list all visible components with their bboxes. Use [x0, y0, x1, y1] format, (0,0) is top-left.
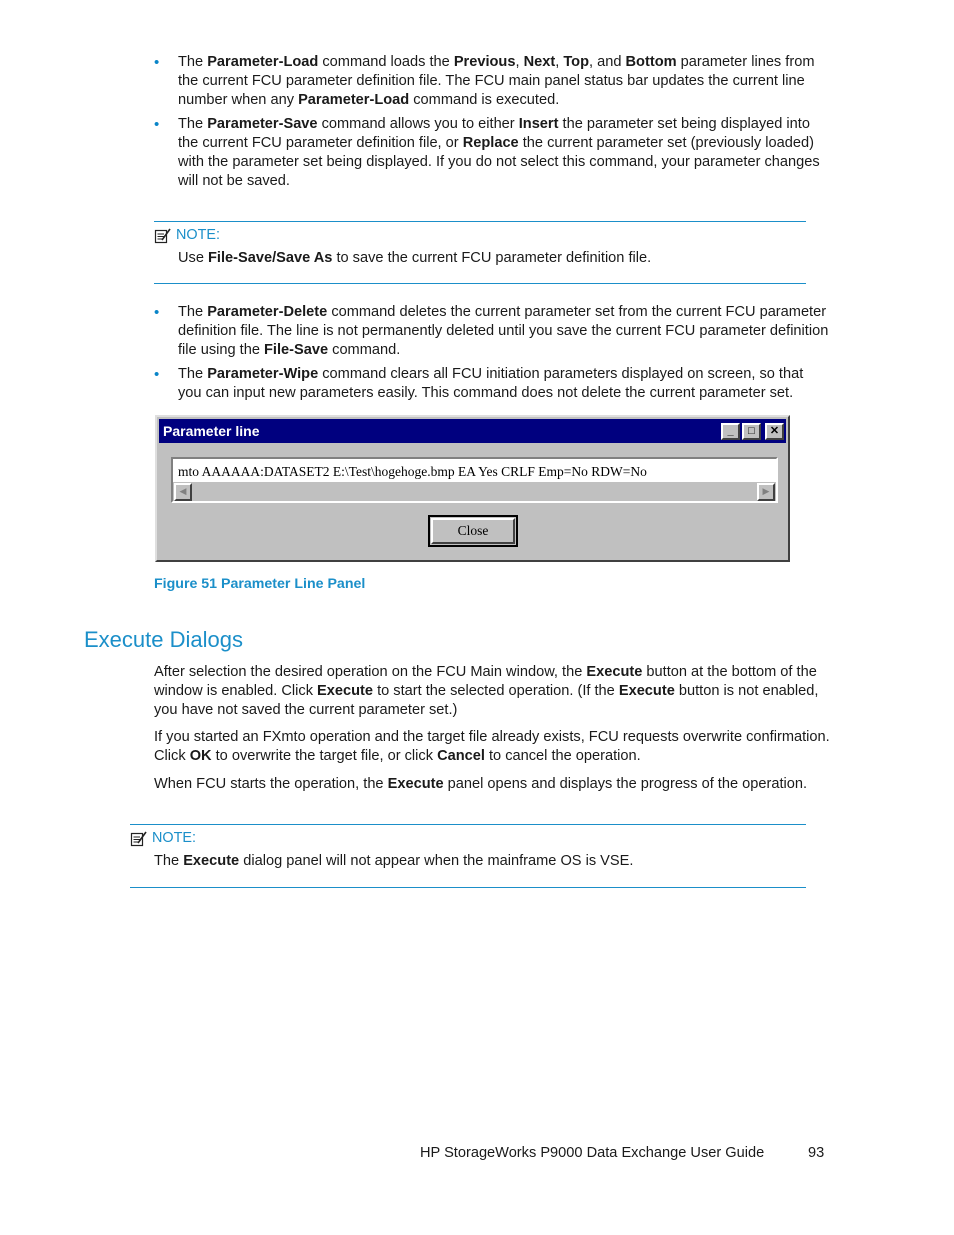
text-run: panel opens and displays the progress of the operation.	[443, 776, 808, 792]
text-run: parameter lines from the current FCU parameter definition file. The FCU main panel status bar updates the current line number when any	[178, 54, 815, 108]
text-run: The	[178, 54, 208, 70]
close-icon[interactable]: ✕	[765, 423, 784, 440]
section-heading: Execute Dialogs	[84, 627, 243, 652]
bullet-icon: •	[154, 54, 160, 71]
parameter-line-text: mto AAAAAA:DATASET2 E:\Test\hogehoge.bmp EA Yes CRLF Emp=No RDW=No	[178, 464, 647, 479]
bullet-text	[178, 366, 803, 401]
bullet-list-top	[154, 53, 830, 196]
close-button-label: Close	[431, 518, 515, 544]
bold-term: Bottom	[625, 54, 677, 70]
bold-term: Parameter-Save	[207, 116, 318, 132]
bullet-text	[178, 116, 820, 189]
list-item	[154, 115, 830, 191]
text-run: The	[178, 116, 208, 132]
paragraph	[154, 663, 830, 720]
text-run: command deletes the current parameter set from the current FCU parameter definition file. The line is not permanently deleted until you save the current FCU parameter definition file using the	[178, 304, 829, 358]
text-run: command is executed.	[409, 92, 560, 108]
bold-term: File-Save/Save As	[208, 250, 333, 266]
parameter-line-field[interactable]	[171, 457, 778, 503]
bold-term: Replace	[462, 135, 519, 151]
bold-term: Parameter-Load	[298, 92, 410, 108]
text-run: the parameter set being displayed into the current FCU parameter definition file, or	[178, 116, 810, 151]
bullet-text	[178, 54, 814, 108]
bullet-list-mid	[154, 303, 830, 408]
list-item	[154, 303, 830, 360]
bold-term: File-Save	[264, 342, 329, 358]
page-number: 93	[808, 1145, 825, 1161]
scroll-right-icon[interactable]: ▶	[757, 483, 775, 501]
bold-term: Execute	[387, 776, 444, 792]
text-run: ,	[555, 54, 564, 70]
bold-term: Next	[523, 54, 556, 70]
text-run: to cancel the operation.	[484, 748, 641, 764]
bold-term: Insert	[518, 116, 559, 132]
text-run: If you started an FXmto operation and the target file already exists, FCU requests overwrite confirmation. Click	[154, 729, 830, 764]
bold-term: Execute	[317, 683, 374, 699]
note-heading	[154, 226, 220, 245]
text-run: command clears all FCU initiation parameters displayed on screen, so that you can input new parameters easily. This command does not delete the current parameter set.	[178, 366, 804, 401]
bullet-icon: •	[154, 116, 160, 133]
note-box	[130, 824, 806, 888]
bold-term: Parameter-Delete	[207, 304, 328, 320]
text-run: to overwrite the target file, or click	[211, 748, 438, 764]
bold-term: Top	[563, 54, 589, 70]
text-run: The	[154, 853, 184, 869]
text-run: The	[178, 304, 208, 320]
text-run: After selection the desired operation on the FCU Main window, the	[154, 664, 587, 680]
minimize-button[interactable]: _	[721, 423, 740, 440]
text-run: to save the current FCU parameter definition file.	[332, 250, 652, 266]
note-label: NOTE:	[176, 227, 220, 243]
bullet-icon: •	[154, 366, 160, 383]
parameter-line-dialog	[155, 415, 790, 562]
bold-term: OK	[189, 748, 212, 764]
bold-term: Execute	[183, 853, 240, 869]
text-run: command loads the	[318, 54, 454, 70]
bold-term: Cancel	[437, 748, 485, 764]
text-run: to start the selected operation. (If the	[373, 683, 619, 699]
bold-term: Parameter-Load	[207, 54, 319, 70]
horizontal-scrollbar[interactable]	[173, 481, 776, 501]
list-item	[154, 53, 830, 110]
scroll-left-icon[interactable]: ◀	[174, 483, 192, 501]
maximize-button[interactable]: □	[742, 423, 761, 440]
note-icon	[154, 228, 172, 244]
text-run: , and	[589, 54, 626, 70]
dialog-title: Parameter line	[163, 423, 260, 439]
note-text	[154, 852, 633, 871]
close-button[interactable]	[428, 515, 518, 547]
text-run: ,	[515, 54, 524, 70]
text-run: the current parameter set (previously loaded) with the parameter set being displayed. If you do not select this command, your parameter changes will not be saved.	[178, 135, 820, 189]
text-run: command.	[328, 342, 401, 358]
bold-term: Parameter-Wipe	[207, 366, 319, 382]
note-icon	[130, 831, 148, 847]
list-item	[154, 365, 830, 403]
window-controls	[721, 423, 784, 440]
paragraph	[154, 728, 830, 766]
note-heading	[130, 829, 196, 848]
footer-title: HP StorageWorks P9000 Data Exchange User Guide	[420, 1145, 765, 1161]
dialog-titlebar	[159, 419, 786, 443]
bold-term: Execute	[586, 664, 643, 680]
bullet-text	[178, 304, 828, 358]
text-run: The	[178, 366, 208, 382]
text-run: Use	[178, 250, 209, 266]
bold-term: Execute	[618, 683, 675, 699]
text-run: When FCU starts the operation, the	[154, 776, 388, 792]
note-box	[154, 221, 806, 284]
paragraph	[154, 775, 830, 794]
note-text	[178, 249, 651, 268]
text-run: dialog panel will not appear when the mainframe OS is VSE.	[239, 853, 634, 869]
figure-caption: Figure 51 Parameter Line Panel	[154, 576, 366, 592]
text-run: button at the bottom of the window is enabled. Click	[154, 664, 817, 699]
bold-term: Previous	[453, 54, 516, 70]
note-label: NOTE:	[152, 830, 196, 846]
text-run: button is not enabled, you have not saved the current parameter set.)	[154, 683, 819, 718]
bullet-icon: •	[154, 304, 160, 321]
text-run: command allows you to either	[317, 116, 519, 132]
